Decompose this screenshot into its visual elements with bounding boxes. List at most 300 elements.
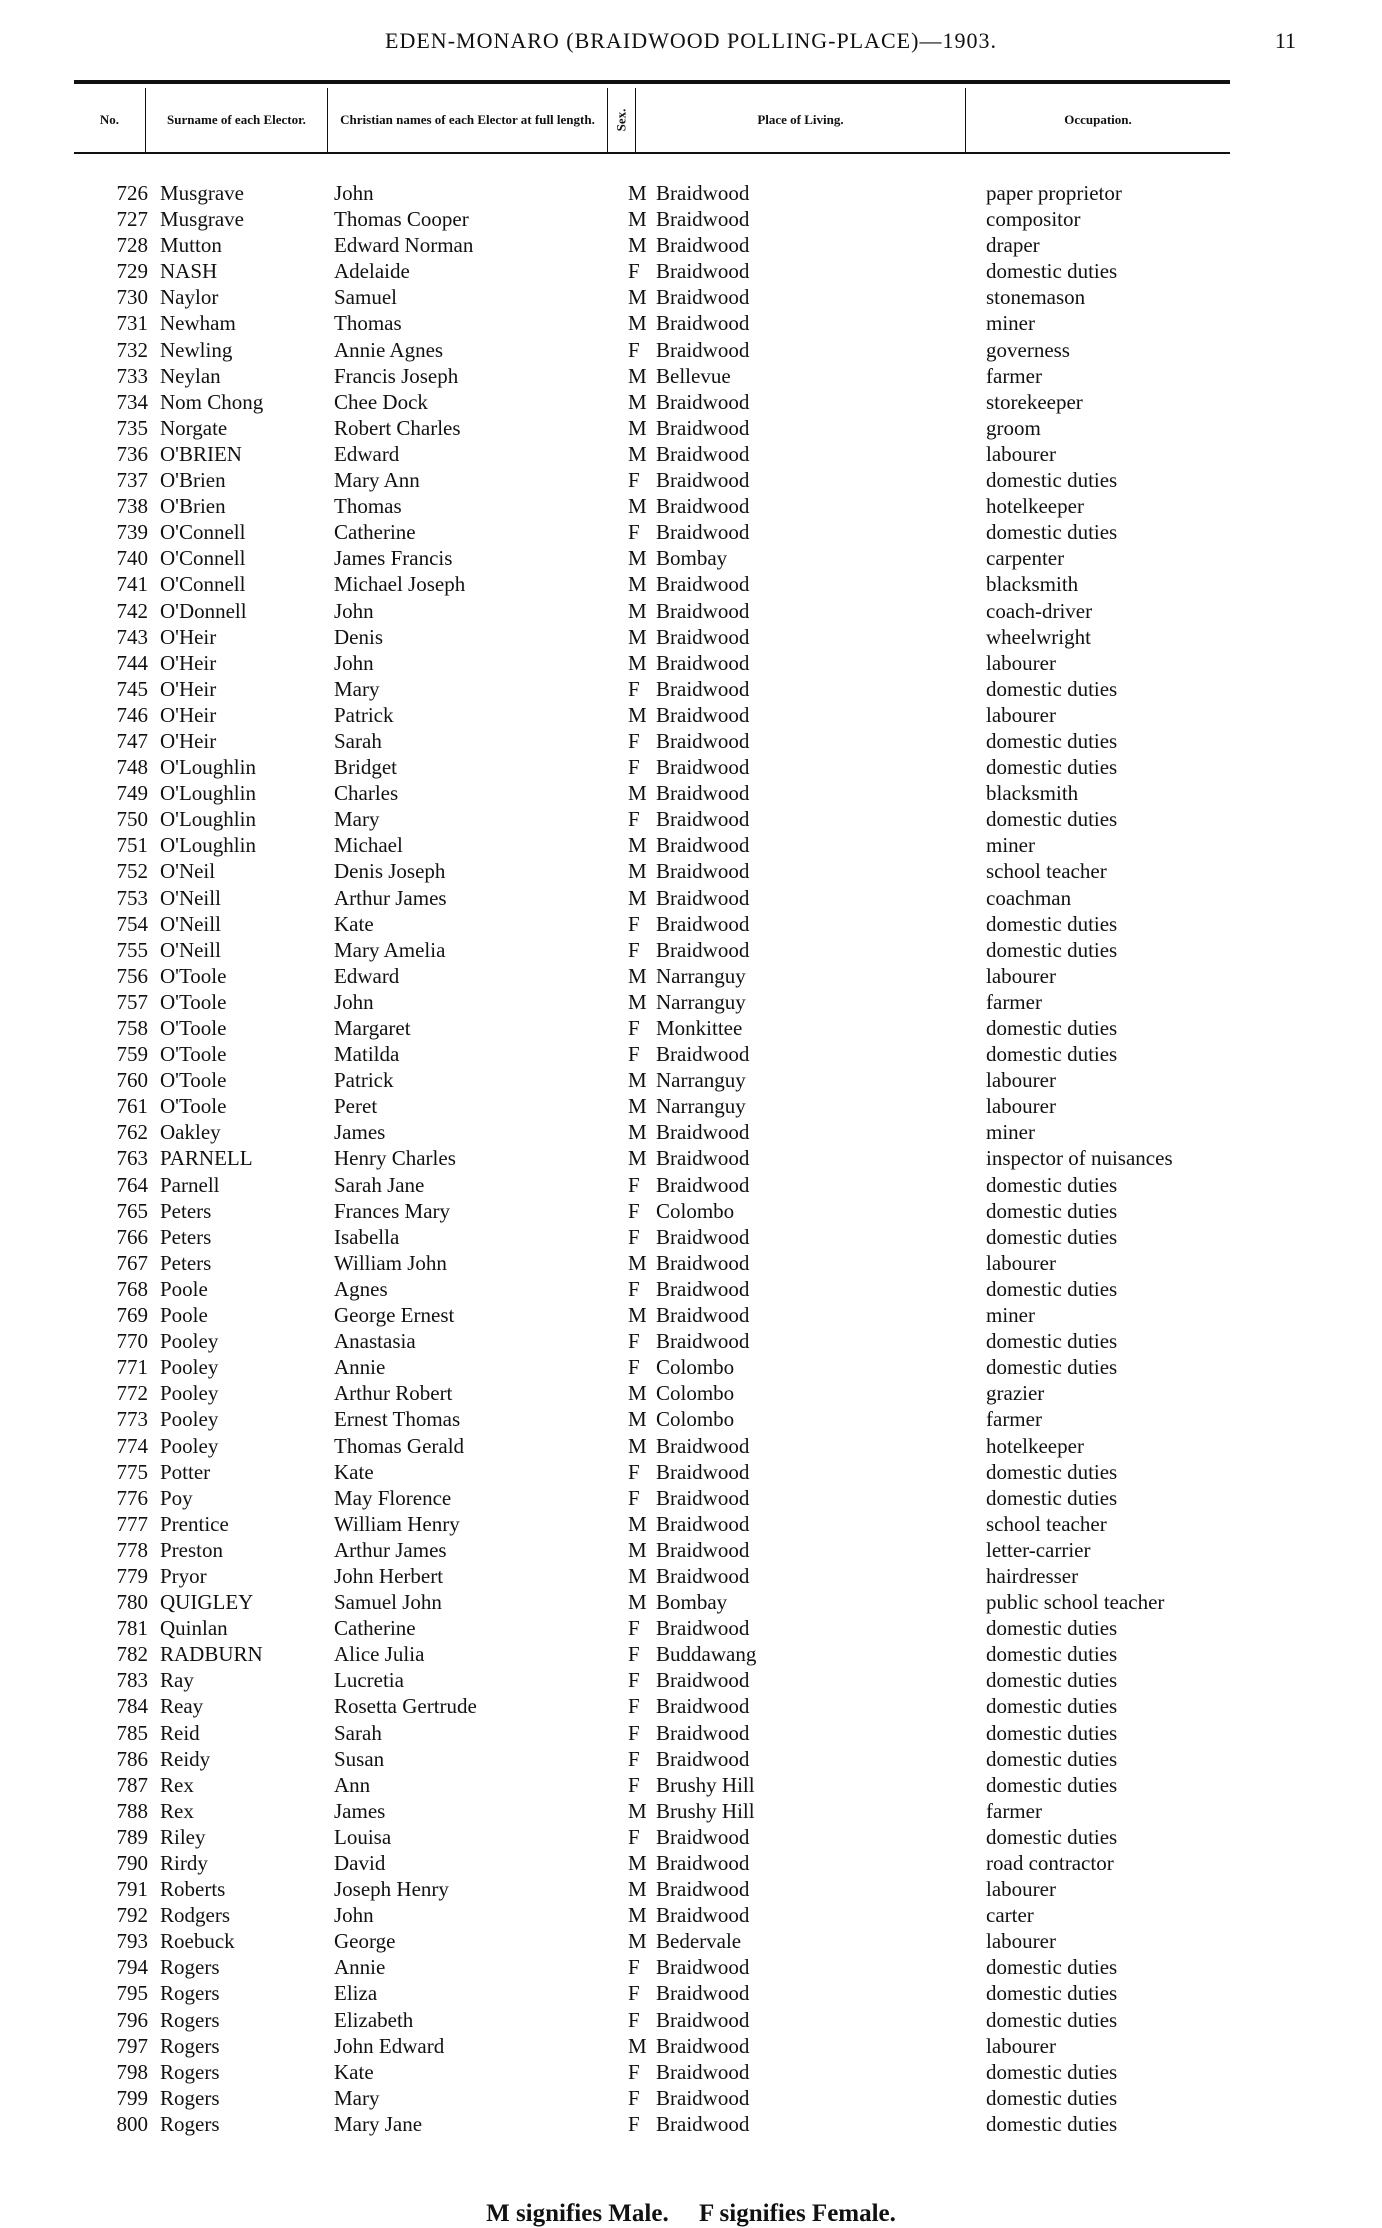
elector-surname: O'Loughlin <box>160 755 256 780</box>
elector-occupation: hairdresser <box>986 1563 1079 1588</box>
elector-sex: M <box>628 233 647 258</box>
elector-place: Braidwood <box>656 1250 750 1275</box>
elector-surname: Reid <box>160 1720 200 1745</box>
table-row <box>0 1589 1382 1615</box>
elector-place: Braidwood <box>656 1433 750 1458</box>
table-row <box>0 911 1382 937</box>
elector-christian-names: Ann <box>334 1772 371 1797</box>
elector-surname: Rodgers <box>160 1903 230 1928</box>
table-row <box>0 1902 1382 1928</box>
column-header-no: No. <box>74 88 146 152</box>
elector-surname: Ray <box>160 1668 194 1693</box>
elector-sex: F <box>628 2085 640 2110</box>
elector-occupation: carpenter <box>986 546 1065 571</box>
elector-number: 792 <box>116 1903 148 1928</box>
elector-place: Brushy Hill <box>656 1772 755 1797</box>
legend-female: F signifies Female. <box>698 2200 896 2227</box>
elector-place: Braidwood <box>656 1720 750 1745</box>
elector-occupation: road contractor <box>986 1851 1114 1875</box>
elector-occupation: hotelkeeper <box>986 1433 1084 1458</box>
table-row <box>0 676 1382 702</box>
elector-surname: O'Toole <box>160 1094 227 1119</box>
page-header <box>0 26 1382 62</box>
elector-number: 797 <box>116 2033 148 2058</box>
elector-occupation: domestic duties <box>986 1172 1118 1197</box>
elector-sex: M <box>628 1381 647 1406</box>
elector-surname: Newling <box>160 337 233 362</box>
elector-surname: Poole <box>160 1276 208 1301</box>
elector-sex: F <box>628 520 640 545</box>
elector-sex: F <box>628 1955 640 1980</box>
elector-occupation: labourer <box>986 963 1056 988</box>
elector-place: Braidwood <box>656 2033 750 2058</box>
table-row <box>0 415 1382 441</box>
elector-sex: M <box>628 546 647 571</box>
elector-surname: RADBURN <box>160 1642 263 1667</box>
elector-number: 740 <box>116 546 148 571</box>
table-row <box>0 1198 1382 1224</box>
table-row <box>0 2007 1382 2033</box>
elector-occupation: school teacher <box>986 859 1107 884</box>
table-row <box>0 1093 1382 1119</box>
elector-surname: Roebuck <box>160 1929 235 1954</box>
elector-occupation: domestic duties <box>986 1824 1118 1849</box>
elector-surname: O'Loughlin <box>160 833 256 858</box>
table-row <box>0 1667 1382 1693</box>
elector-number: 760 <box>116 1068 148 1093</box>
elector-place: Braidwood <box>656 285 750 310</box>
elector-surname: Pooley <box>160 1407 219 1432</box>
elector-christian-names: Mary Amelia <box>334 937 446 962</box>
elector-place: Braidwood <box>656 1955 750 1980</box>
elector-christian-names: Michael <box>334 833 403 858</box>
elector-christian-names: Sarah <box>334 728 382 753</box>
elector-occupation: domestic duties <box>986 1668 1118 1693</box>
elector-surname: O'Donnell <box>160 598 247 623</box>
elector-surname: O'Toole <box>160 989 227 1014</box>
elector-occupation: domestic duties <box>986 259 1118 284</box>
elector-sex: M <box>628 1929 647 1954</box>
elector-sex: M <box>628 650 647 675</box>
elector-surname: Pooley <box>160 1433 219 1458</box>
elector-place: Bombay <box>656 1590 728 1615</box>
elector-occupation: labourer <box>986 702 1056 727</box>
elector-surname: Rogers <box>160 1955 220 1980</box>
elector-surname: O'Connell <box>160 520 246 545</box>
elector-number: 751 <box>116 833 148 858</box>
elector-place: Braidwood <box>656 1485 750 1510</box>
table-row <box>0 963 1382 989</box>
elector-place: Braidwood <box>656 833 750 858</box>
elector-sex: F <box>628 468 640 493</box>
elector-occupation: domestic duties <box>986 1981 1118 2006</box>
elector-place: Braidwood <box>656 1511 750 1536</box>
elector-christian-names: Annie <box>334 1355 386 1380</box>
elector-occupation: governess <box>986 337 1070 362</box>
elector-place: Braidwood <box>656 702 750 727</box>
elector-number: 775 <box>116 1459 148 1484</box>
elector-surname: Newham <box>160 311 236 336</box>
table-row <box>0 1459 1382 1485</box>
elector-occupation: school teacher <box>986 1511 1107 1536</box>
table-row <box>0 1798 1382 1824</box>
elector-surname: Poy <box>160 1485 193 1510</box>
elector-christian-names: John <box>334 598 374 623</box>
table-row <box>0 258 1382 284</box>
elector-number: 796 <box>116 2007 148 2032</box>
elector-surname: O'Connell <box>160 572 246 597</box>
elector-place: Braidwood <box>656 1537 750 1562</box>
elector-occupation: domestic duties <box>986 2059 1118 2084</box>
elector-place: Braidwood <box>656 1981 750 2006</box>
elector-surname: O'Neil <box>160 859 216 884</box>
elector-surname: Pooley <box>160 1381 219 1406</box>
elector-surname: Peters <box>160 1224 212 1249</box>
elector-occupation: domestic duties <box>986 1276 1118 1301</box>
elector-sex: M <box>628 1798 647 1823</box>
elector-number: 734 <box>116 389 148 414</box>
elector-surname: Reidy <box>160 1746 211 1771</box>
table-row <box>0 493 1382 519</box>
table-row <box>0 1772 1382 1798</box>
elector-number: 764 <box>116 1172 148 1197</box>
elector-number: 737 <box>116 468 148 493</box>
elector-number: 771 <box>116 1355 148 1380</box>
elector-christian-names: Chee Dock <box>334 389 428 414</box>
elector-christian-names: Catherine <box>334 1616 416 1641</box>
elector-christian-names: Denis Joseph <box>334 859 446 884</box>
elector-surname: QUIGLEY <box>160 1590 254 1615</box>
elector-surname: O'Heir <box>160 676 217 701</box>
elector-surname: O'Brien <box>160 468 226 493</box>
elector-place: Colombo <box>656 1355 735 1380</box>
elector-sex: M <box>628 363 647 388</box>
elector-surname: Mutton <box>160 233 222 258</box>
elector-occupation: coachman <box>986 885 1072 910</box>
elector-place: Braidwood <box>656 2111 750 2136</box>
elector-sex: M <box>628 1068 647 1093</box>
table-row <box>0 989 1382 1015</box>
elector-christian-names: Mary Ann <box>334 468 420 493</box>
elector-sex: M <box>628 702 647 727</box>
elector-occupation: domestic duties <box>986 1746 1118 1771</box>
elector-number: 746 <box>116 702 148 727</box>
elector-place: Braidwood <box>656 494 750 519</box>
elector-sex: M <box>628 2033 647 2058</box>
elector-number: 745 <box>116 676 148 701</box>
elector-place: Braidwood <box>656 1042 750 1067</box>
elector-place: Braidwood <box>656 520 750 545</box>
elector-occupation: domestic duties <box>986 1042 1118 1067</box>
elector-place: Braidwood <box>656 2007 750 2032</box>
elector-christian-names: Annie Agnes <box>334 337 444 362</box>
elector-christian-names: Mary <box>334 807 380 832</box>
elector-number: 728 <box>116 233 148 258</box>
elector-place: Braidwood <box>656 1616 750 1641</box>
elector-occupation: domestic duties <box>986 468 1118 493</box>
elector-number: 738 <box>116 494 148 519</box>
elector-sex: F <box>628 755 640 780</box>
table-row <box>0 1928 1382 1954</box>
elector-occupation: public school teacher <box>986 1590 1165 1615</box>
table-row <box>0 1145 1382 1171</box>
elector-sex: F <box>628 1824 640 1849</box>
elector-place: Braidwood <box>656 1120 750 1145</box>
elector-sex: M <box>628 859 647 884</box>
elector-sex: M <box>628 1511 647 1536</box>
elector-occupation: domestic duties <box>986 937 1118 962</box>
running-title: EDEN-MONARO (BRAIDWOOD POLLING-PLACE)—1903. <box>385 28 997 53</box>
table-row <box>0 1980 1382 2006</box>
elector-surname: Preston <box>160 1537 223 1562</box>
table-row <box>0 858 1382 884</box>
elector-occupation: draper <box>986 233 1040 258</box>
elector-occupation: domestic duties <box>986 1329 1118 1354</box>
elector-place: Braidwood <box>656 415 750 440</box>
elector-surname: O'Toole <box>160 1068 227 1093</box>
elector-sex: F <box>628 1276 640 1301</box>
table-row <box>0 1119 1382 1145</box>
elector-place: Braidwood <box>656 389 750 414</box>
elector-place: Narranguy <box>656 1094 746 1119</box>
elector-surname: Prentice <box>160 1511 229 1536</box>
elector-surname: Riley <box>160 1824 206 1849</box>
elector-christian-names: Michael Joseph <box>334 572 466 597</box>
elector-occupation: blacksmith <box>986 781 1079 806</box>
elector-surname: Roberts <box>160 1877 226 1902</box>
elector-sex: F <box>628 937 640 962</box>
elector-christian-names: George <box>334 1929 396 1954</box>
table-row <box>0 1746 1382 1772</box>
elector-number: 731 <box>116 311 148 336</box>
elector-christian-names: John <box>334 181 374 205</box>
elector-place: Braidwood <box>656 1329 750 1354</box>
elector-christian-names: Patrick <box>334 702 394 727</box>
elector-place: Braidwood <box>656 1903 750 1928</box>
elector-christian-names: Annie <box>334 1955 386 1980</box>
elector-christian-names: Joseph Henry <box>334 1877 449 1902</box>
elector-sex: F <box>628 1198 640 1223</box>
column-header-sex-label: Sex. <box>613 108 629 132</box>
elector-number: 780 <box>116 1590 148 1615</box>
elector-number: 782 <box>116 1642 148 1667</box>
elector-christian-names: Alice Julia <box>334 1642 425 1667</box>
elector-number: 770 <box>116 1329 148 1354</box>
elector-place: Bedervale <box>656 1929 742 1954</box>
elector-christian-names: Peret <box>334 1094 378 1119</box>
elector-christian-names: Isabella <box>334 1224 400 1249</box>
elector-number: 749 <box>116 781 148 806</box>
table-row <box>0 1615 1382 1641</box>
elector-number: 772 <box>116 1381 148 1406</box>
elector-surname: Rex <box>160 1798 194 1823</box>
elector-occupation: domestic duties <box>986 2085 1118 2110</box>
elector-number: 726 <box>116 181 148 205</box>
elector-sex: F <box>628 1042 640 1067</box>
elector-occupation: domestic duties <box>986 1198 1118 1223</box>
elector-sex: F <box>628 1224 640 1249</box>
elector-christian-names: John Herbert <box>334 1563 444 1588</box>
elector-surname: Naylor <box>160 285 219 310</box>
elector-christian-names: Edward <box>334 963 400 988</box>
elector-surname: O'Brien <box>160 494 226 519</box>
elector-place: Braidwood <box>656 2085 750 2110</box>
table-row <box>0 1876 1382 1902</box>
elector-occupation: domestic duties <box>986 1616 1118 1641</box>
elector-christian-names: Kate <box>334 911 374 936</box>
elector-sex: M <box>628 1563 647 1588</box>
table-row <box>0 1720 1382 1746</box>
elector-place: Braidwood <box>656 1746 750 1771</box>
elector-place: Braidwood <box>656 468 750 493</box>
elector-sex: M <box>628 441 647 466</box>
elector-occupation: domestic duties <box>986 807 1118 832</box>
elector-sex: M <box>628 624 647 649</box>
elector-number: 757 <box>116 989 148 1014</box>
elector-number: 798 <box>116 2059 148 2084</box>
elector-christian-names: Rosetta Gertrude <box>334 1694 477 1719</box>
elector-number: 733 <box>116 363 148 388</box>
elector-sex: M <box>628 1303 647 1328</box>
table-row <box>0 1850 1382 1876</box>
elector-place: Braidwood <box>656 1276 750 1301</box>
elector-number: 729 <box>116 259 148 284</box>
elector-occupation: labourer <box>986 441 1056 466</box>
elector-place: Colombo <box>656 1198 735 1223</box>
elector-place: Braidwood <box>656 207 750 232</box>
elector-occupation: domestic duties <box>986 755 1118 780</box>
elector-surname: O'Toole <box>160 1042 227 1067</box>
table-row <box>0 1015 1382 1041</box>
elector-sex: F <box>628 807 640 832</box>
elector-number: 739 <box>116 520 148 545</box>
elector-surname: Rex <box>160 1772 194 1797</box>
table-row <box>0 180 1382 206</box>
elector-number: 730 <box>116 285 148 310</box>
elector-surname: O'Heir <box>160 650 217 675</box>
table-row <box>0 337 1382 363</box>
elector-place: Braidwood <box>656 1668 750 1693</box>
elector-surname: Musgrave <box>160 181 244 205</box>
elector-place: Braidwood <box>656 1694 750 1719</box>
elector-occupation: domestic duties <box>986 1642 1118 1667</box>
elector-number: 768 <box>116 1276 148 1301</box>
elector-occupation: domestic duties <box>986 1459 1118 1484</box>
table-row <box>0 284 1382 310</box>
elector-surname: O'Loughlin <box>160 781 256 806</box>
elector-sex: M <box>628 572 647 597</box>
elector-place: Braidwood <box>656 572 750 597</box>
table-row <box>0 1224 1382 1250</box>
table-row <box>0 1485 1382 1511</box>
elector-sex: M <box>628 494 647 519</box>
elector-place: Braidwood <box>656 337 750 362</box>
elector-list <box>0 180 1382 2137</box>
elector-occupation: farmer <box>986 363 1042 388</box>
elector-place: Braidwood <box>656 728 750 753</box>
elector-christian-names: Arthur Robert <box>334 1381 453 1406</box>
elector-occupation: labourer <box>986 1068 1056 1093</box>
elector-occupation: domestic duties <box>986 1720 1118 1745</box>
elector-occupation: domestic duties <box>986 728 1118 753</box>
elector-number: 741 <box>116 572 148 597</box>
legend-male: M signifies Male. <box>486 2200 669 2227</box>
elector-christian-names: Louisa <box>334 1824 392 1849</box>
elector-number: 769 <box>116 1303 148 1328</box>
table-row <box>0 1824 1382 1850</box>
elector-place: Braidwood <box>656 1303 750 1328</box>
elector-sex: M <box>628 1250 647 1275</box>
column-header-surname: Surname of each Elector. <box>146 88 328 152</box>
elector-surname: Potter <box>160 1459 211 1484</box>
column-header-sex <box>608 88 636 152</box>
elector-sex: M <box>628 1407 647 1432</box>
elector-christian-names: Mary <box>334 2085 380 2110</box>
elector-occupation: labourer <box>986 2033 1056 2058</box>
elector-number: 747 <box>116 728 148 753</box>
table-row <box>0 1433 1382 1459</box>
elector-occupation: domestic duties <box>986 1224 1118 1249</box>
elector-surname: O'Connell <box>160 546 246 571</box>
column-header-place: Place of Living. <box>636 88 966 152</box>
elector-place: Braidwood <box>656 598 750 623</box>
elector-christian-names: Patrick <box>334 1068 394 1093</box>
elector-occupation: storekeeper <box>986 389 1083 414</box>
elector-number: 761 <box>116 1094 148 1119</box>
elector-surname: O'Heir <box>160 624 217 649</box>
elector-place: Braidwood <box>656 1172 750 1197</box>
elector-sex: F <box>628 2111 640 2136</box>
elector-number: 781 <box>116 1616 148 1641</box>
elector-christian-names: Thomas <box>334 494 402 519</box>
elector-surname: Reay <box>160 1694 204 1719</box>
elector-christian-names: Kate <box>334 2059 374 2084</box>
table-row <box>0 1328 1382 1354</box>
elector-surname: Rogers <box>160 2085 220 2110</box>
elector-christian-names: Elizabeth <box>334 2007 414 2032</box>
table-row <box>0 1067 1382 1093</box>
elector-occupation: labourer <box>986 1094 1056 1119</box>
elector-sex: F <box>628 1642 640 1667</box>
elector-surname: Parnell <box>160 1172 220 1197</box>
table-row <box>0 702 1382 728</box>
elector-place: Buddawang <box>656 1642 757 1667</box>
table-row <box>0 832 1382 858</box>
elector-christian-names: May Florence <box>334 1485 452 1510</box>
sex-legend <box>0 2200 1382 2228</box>
elector-surname: Rirdy <box>160 1851 208 1875</box>
elector-christian-names: Edward Norman <box>334 233 474 258</box>
elector-christian-names: James <box>334 1120 386 1145</box>
elector-sex: M <box>628 285 647 310</box>
elector-place: Braidwood <box>656 755 750 780</box>
elector-occupation: groom <box>986 415 1041 440</box>
elector-place: Brushy Hill <box>656 1798 755 1823</box>
elector-occupation: miner <box>986 833 1035 858</box>
elector-number: 735 <box>116 415 148 440</box>
table-row <box>0 2033 1382 2059</box>
table-row <box>0 1172 1382 1198</box>
elector-christian-names: Sarah Jane <box>334 1172 425 1197</box>
elector-place: Braidwood <box>656 1824 750 1849</box>
elector-occupation: domestic duties <box>986 2007 1118 2032</box>
elector-sex: M <box>628 598 647 623</box>
column-header-christian-names: Christian names of each Elector at full length. <box>328 88 608 152</box>
elector-number: 750 <box>116 807 148 832</box>
elector-occupation: wheelwright <box>986 624 1091 649</box>
elector-christian-names: Samuel John <box>334 1590 442 1615</box>
elector-surname: Rogers <box>160 2033 220 2058</box>
